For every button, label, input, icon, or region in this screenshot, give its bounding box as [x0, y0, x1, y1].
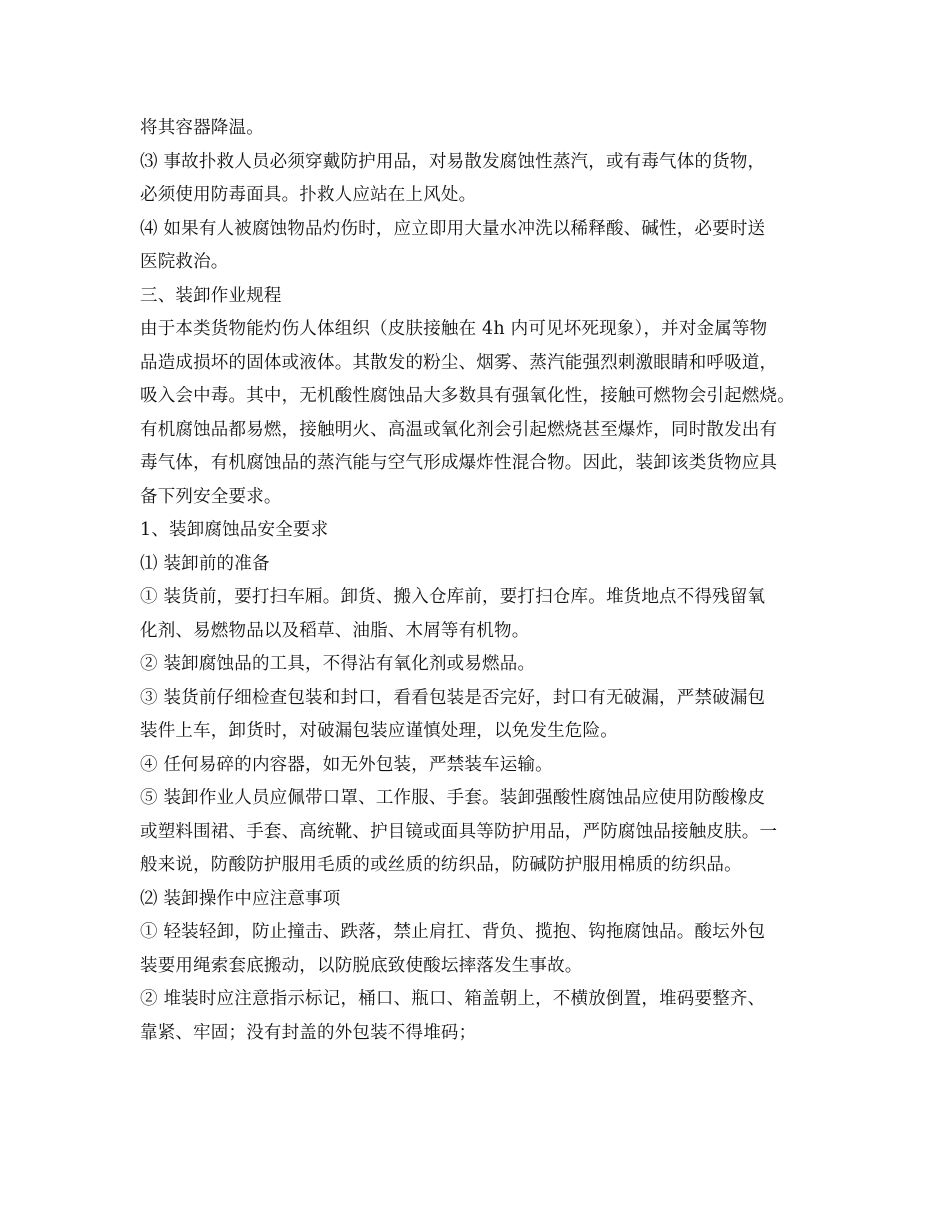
text-line: 或塑料围裙、手套、高统靴、护目镜或面具等防护用品，严防腐蚀品接触皮肤。一 [140, 821, 778, 842]
text-line: 由于本类货物能灼伤人体组织（皮肤接触在 4h 内可见坏死现象），并对金属等物 [140, 319, 768, 339]
text-line: ① 轻装轻卸，防止撞击、跌落，禁止肩扛、背负、揽抱、钩拖腐蚀品。酸坛外包 [140, 922, 766, 942]
text-line: 化剂、易燃物品以及稻草、油脂、木屑等有机物。 [140, 620, 530, 641]
text-line: 装件上车，卸货时，对破漏包装应谨慎处理，以免发生危险。 [140, 721, 618, 741]
text-line: ③ 装货前仔细检查包装和封口，看看包装是否完好，封口有无破漏，严禁破漏包 [140, 687, 766, 708]
text-line: 必须使用防毒面具。扑救人应站在上风处。 [140, 185, 477, 205]
text-line: 备下列安全要求。 [140, 486, 282, 507]
section-heading: 三、装卸作业规程 [140, 285, 282, 306]
text-line: ② 堆装时应注意指示标记，桶口、瓶口、箱盖朝上，不横放倒置，堆码要整齐、 [140, 989, 766, 1009]
text-line: 吸入会中毒。其中，无机酸性腐蚀品大多数具有强氧化性，接触可燃物会引起燃烧。 [140, 386, 795, 406]
text-line: 毒气体，有机腐蚀品的蒸汽能与空气形成爆炸性混合物。因此，装卸该类货物应具 [140, 453, 778, 473]
text-line: ⑴ 装卸前的准备 [140, 553, 270, 574]
text-line: 品造成损坏的固体或液体。其散发的粉尘、烟雾、蒸汽能强烈刺激眼睛和呼吸道， [140, 352, 778, 373]
subsection-heading: 1、装卸腐蚀品安全要求 [140, 520, 329, 540]
text-line: ⑷ 如果有人被腐蚀物品灼伤时，应立即用大量水冲洗以稀释酸、碱性，必要时送 [140, 218, 766, 239]
text-line: ① 装货前，要打扫车厢。卸货、搬入仓库前，要打扫仓库。堆货地点不得残留氧 [140, 587, 766, 607]
text-line: ⑤ 装卸作业人员应佩带口罩、工作服、手套。装卸强酸性腐蚀品应使用防酸橡皮 [140, 788, 766, 808]
text-line: 有机腐蚀品都易燃，接触明火、高温或氧化剂会引起燃烧甚至爆炸，同时散发出有 [140, 419, 778, 440]
text-line: 装要用绳索套底搬动，以防脱底致使酸坛摔落发生事故。 [140, 955, 583, 976]
text-line: 医院救治。 [140, 252, 229, 272]
text-line: ⑶ 事故扑救人员必须穿戴防护用品，对易散发腐蚀性蒸汽，或有毒气体的货物， [140, 151, 766, 172]
text-line: ⑵ 装卸操作中应注意事项 [140, 888, 341, 909]
text-line: 将其容器降温。 [140, 118, 264, 138]
text-line: ④ 任何易碎的内容器，如无外包装，严禁装车运输。 [140, 754, 553, 775]
text-line: 般来说，防酸防护服用毛质的或丝质的纺织品，防碱防护服用棉质的纺织品。 [140, 855, 742, 875]
text-line: ② 装卸腐蚀品的工具，不得沾有氧化剂或易燃品。 [140, 654, 536, 674]
text-line: 靠紧、牢固；没有封盖的外包装不得堆码； [140, 1022, 477, 1043]
document-body [140, 112, 830, 1050]
